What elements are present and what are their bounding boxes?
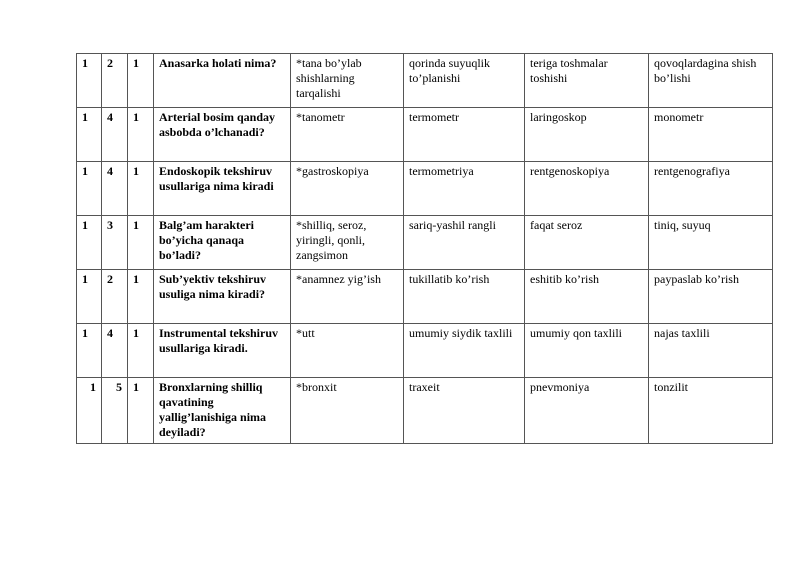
answer-option: qorinda suyuqlik to’planishi [404, 54, 525, 108]
answer-correct: *bronxit [291, 378, 404, 444]
answer-correct: *gastroskopiya [291, 162, 404, 216]
cell-col-b: 5 [102, 378, 128, 444]
question-cell: Bronxlarning shilliq qavatining yallig’lanishiga nima deyiladi? [154, 378, 291, 444]
cell-col-b: 3 [102, 216, 128, 270]
cell-col-c: 1 [128, 378, 154, 444]
answer-correct: *tanometr [291, 108, 404, 162]
table-row [77, 216, 773, 270]
cell-col-a: 1 [77, 270, 102, 324]
question-cell: Balg’am harakteri bo’yicha qanaqa bo’ladi? [154, 216, 291, 270]
question-cell: Instrumental tekshiruv usullariga kiradi. [154, 324, 291, 378]
answer-option: qovoqlardagina shish bo’lishi [649, 54, 773, 108]
answer-correct: *utt [291, 324, 404, 378]
answer-option: teriga toshmalar toshishi [525, 54, 649, 108]
cell-col-b: 4 [102, 108, 128, 162]
question-cell: Anasarka holati nima? [154, 54, 291, 108]
table-row [77, 54, 773, 108]
quiz-table [76, 53, 773, 444]
answer-option: tukillatib ko’rish [404, 270, 525, 324]
answer-option: laringoskop [525, 108, 649, 162]
table-row [77, 162, 773, 216]
table-row [77, 270, 773, 324]
cell-col-b: 4 [102, 162, 128, 216]
cell-col-b: 2 [102, 270, 128, 324]
cell-col-b: 4 [102, 324, 128, 378]
answer-option: rentgenoskopiya [525, 162, 649, 216]
answer-correct: *anamnez yig’ish [291, 270, 404, 324]
cell-col-a: 1 [77, 216, 102, 270]
table-row [77, 324, 773, 378]
cell-col-c: 1 [128, 108, 154, 162]
answer-option: umumiy qon taxlili [525, 324, 649, 378]
cell-col-a: 1 [77, 108, 102, 162]
answer-option: termometriya [404, 162, 525, 216]
question-cell: Sub’yektiv tekshiruv usuliga nima kiradi? [154, 270, 291, 324]
answer-option: tonzilit [649, 378, 773, 444]
question-cell: Arterial bosim qanday asbobda o’lchanadi? [154, 108, 291, 162]
answer-option: pnevmoniya [525, 378, 649, 444]
question-cell: Endoskopik tekshiruv usullariga nima kiradi [154, 162, 291, 216]
table-row [77, 378, 773, 444]
answer-option: sariq-yashil rangli [404, 216, 525, 270]
answer-option: monometr [649, 108, 773, 162]
answer-option: eshitib ko’rish [525, 270, 649, 324]
cell-col-a: 1 [77, 54, 102, 108]
cell-col-c: 1 [128, 324, 154, 378]
cell-col-c: 1 [128, 270, 154, 324]
answer-option: faqat seroz [525, 216, 649, 270]
answer-option: paypaslab ko’rish [649, 270, 773, 324]
cell-col-c: 1 [128, 54, 154, 108]
answer-correct: *shilliq, seroz, yiringli, qonli, zangsimon [291, 216, 404, 270]
answer-option: termometr [404, 108, 525, 162]
cell-col-a: 1 [77, 162, 102, 216]
answer-option: traxeit [404, 378, 525, 444]
answer-option: rentgenografiya [649, 162, 773, 216]
answer-option: najas taxlili [649, 324, 773, 378]
cell-col-c: 1 [128, 162, 154, 216]
table-row [77, 108, 773, 162]
answer-option: umumiy siydik taxlili [404, 324, 525, 378]
answer-correct: *tana bo’ylab shishlarning tarqalishi [291, 54, 404, 108]
cell-col-c: 1 [128, 216, 154, 270]
cell-col-b: 2 [102, 54, 128, 108]
cell-col-a: 1 [77, 378, 102, 444]
cell-col-a: 1 [77, 324, 102, 378]
answer-option: tiniq, suyuq [649, 216, 773, 270]
